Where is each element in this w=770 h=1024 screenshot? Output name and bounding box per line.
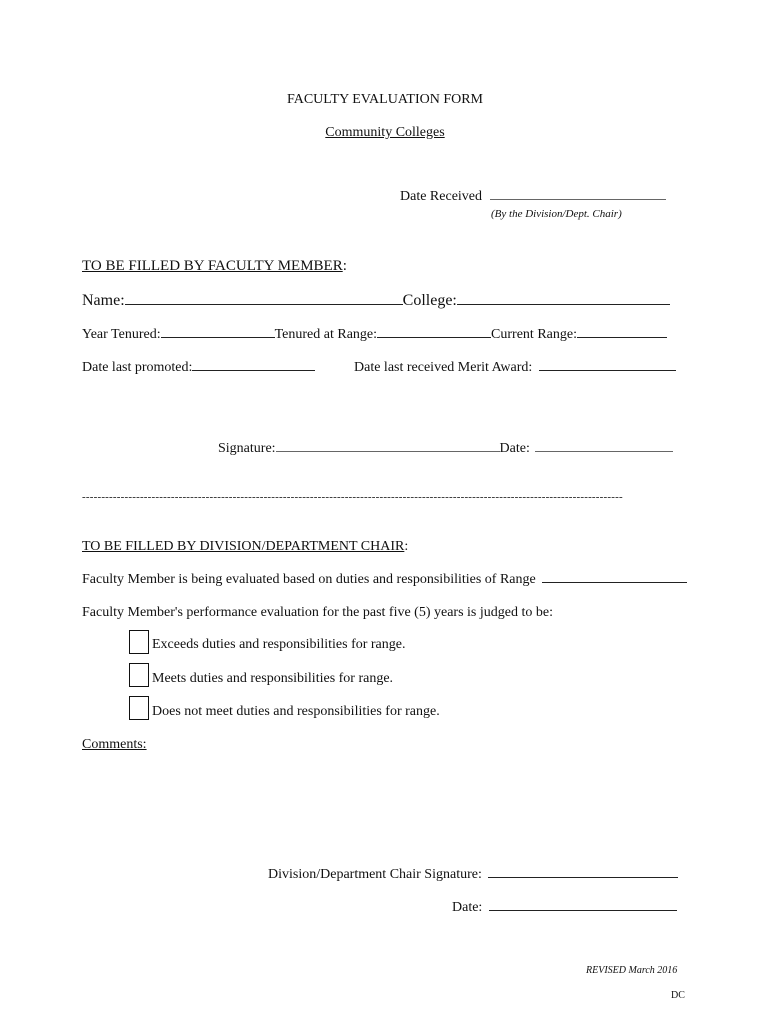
chair-signature-field[interactable] — [488, 876, 678, 878]
faculty-signature-row — [218, 441, 673, 457]
name-college-row — [82, 292, 670, 310]
does-not-meet-checkbox[interactable] — [129, 696, 149, 720]
form-subtitle: Community Colleges — [325, 125, 445, 140]
form-title: FACULTY EVALUATION FORM — [286, 92, 484, 107]
date-last-promoted-field[interactable] — [192, 369, 315, 371]
comments-label: Comments: — [82, 737, 147, 752]
exceeds-option-label: Exceeds duties and responsibilities for range. — [152, 637, 406, 652]
college-label: College: — [402, 292, 457, 309]
performance-statement: Faculty Member's performance evaluation for the past five (5) years is judged to be: — [82, 605, 553, 620]
merit-award-label: Date last received Merit Award: — [354, 360, 533, 375]
name-field[interactable] — [125, 303, 403, 305]
tenured-at-range-label: Tenured at Range: — [274, 327, 378, 342]
college-field[interactable] — [457, 303, 670, 305]
chair-signature-label: Division/Department Chair Signature: — [268, 867, 482, 882]
year-tenured-field[interactable] — [161, 336, 275, 338]
merit-award-field[interactable] — [539, 369, 676, 371]
exceeds-checkbox[interactable] — [129, 630, 149, 654]
does-not-meet-option-label: Does not meet duties and responsibilities for range. — [152, 704, 440, 719]
faculty-date-field[interactable] — [535, 450, 673, 452]
chair-section-heading — [82, 539, 408, 555]
chair-date-row — [452, 900, 677, 916]
meets-option-label: Meets duties and responsibilities for range. — [152, 671, 394, 686]
faculty-section-heading — [82, 258, 347, 275]
date-last-promoted-label: Date last promoted: — [82, 360, 193, 375]
range-field[interactable] — [542, 581, 687, 583]
merit-award-row — [354, 360, 676, 376]
form-code: DC — [671, 990, 685, 1001]
name-label: Name: — [82, 292, 125, 309]
chair-signature-row — [268, 867, 678, 883]
faculty-date-label: Date: — [499, 441, 530, 456]
current-range-field[interactable] — [577, 336, 667, 338]
date-received-label: Date Received — [400, 189, 483, 204]
chair-section-heading-text: TO BE FILLED BY DIVISION/DEPARTMENT CHAIR — [82, 539, 405, 554]
date-received-field[interactable] — [490, 198, 666, 200]
meets-checkbox[interactable] — [129, 663, 149, 687]
section-separator: -------------------------------------------------------------------------------------------------------------------------------------------- — [82, 491, 623, 503]
faculty-section-heading-text: TO BE FILLED BY FACULTY MEMBER — [82, 258, 343, 274]
revised-note: REVISED March 2016 — [586, 965, 678, 976]
faculty-signature-label: Signature: — [218, 441, 276, 456]
tenure-row — [82, 327, 667, 343]
current-range-label: Current Range: — [491, 327, 577, 342]
faculty-signature-field[interactable] — [276, 450, 500, 452]
faculty-section-heading-colon: : — [342, 258, 347, 274]
date-received-row — [400, 189, 666, 205]
year-tenured-label: Year Tenured: — [82, 327, 161, 342]
chair-date-field[interactable] — [489, 909, 677, 911]
range-statement: Faculty Member is being evaluated based on duties and responsibilities of Range — [82, 572, 536, 587]
chair-section-heading-colon: : — [404, 539, 409, 554]
chair-date-label: Date: — [452, 900, 483, 915]
date-last-promoted-row — [82, 360, 315, 376]
tenured-at-range-field[interactable] — [377, 336, 491, 338]
range-statement-row — [82, 572, 687, 588]
date-received-note: (By the Division/Dept. Chair) — [491, 208, 622, 220]
